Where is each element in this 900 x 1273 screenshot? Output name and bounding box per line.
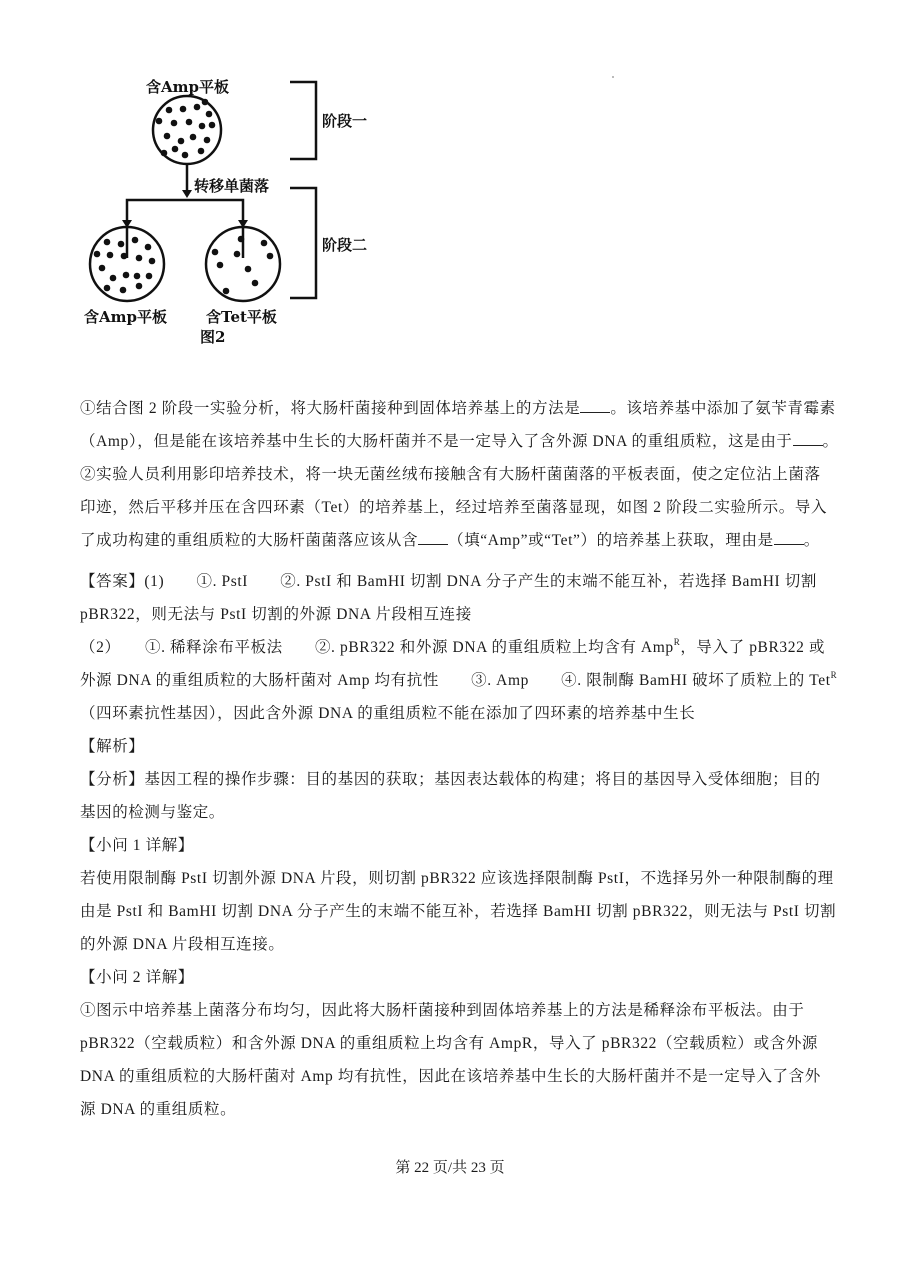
colony-dot bbox=[267, 253, 274, 260]
colony-dot bbox=[164, 133, 171, 140]
branch-lines bbox=[127, 200, 243, 258]
sub1-line1: 若使用限制酶 PstI 切割外源 DNA 片段，则切割 pBR322 应该选择限制酶 PstI，不选择另外一种限制酶的理 bbox=[80, 870, 834, 887]
sub2-line2: pBR322（空载质粒）和含外源 DNA 的重组质粒上均含有 AmpR，导入了 pBR322（空载质粒）或含外源 bbox=[80, 1035, 819, 1052]
sub1-heading: 【小问 1 详解】 bbox=[80, 837, 194, 854]
fenxi-line2: 基因的检测与鉴定。 bbox=[80, 804, 225, 821]
q2-line2: 印迹，然后平移并压在含四环素（Tet）的培养基上，经过培养至菌落显现，如图 2 阶段二实验所示。导入 bbox=[80, 499, 828, 516]
colony-dot bbox=[146, 273, 153, 280]
colony-dot bbox=[136, 255, 143, 262]
colony-dot bbox=[104, 285, 111, 292]
fenxi-line1: 【分析】基因工程的操作步骤：目的基因的获取；基因表达载体的构建；将目的基因导入受体细胞；目的 bbox=[80, 771, 821, 788]
right-plate-label: 含Tet平板 bbox=[206, 308, 277, 326]
transfer-label: 转移单菌落 bbox=[194, 177, 270, 195]
top-plate-colonies bbox=[156, 99, 216, 159]
sub2-heading: 【小问 2 详解】 bbox=[80, 969, 194, 986]
transfer-arrowhead bbox=[182, 190, 192, 198]
colony-dot bbox=[178, 138, 185, 145]
q2-line3: 了成功构建的重组质粒的大肠杆菌菌落应该从含 （填“Amp”或“Tet”）的培养基上获取，理由是 。 bbox=[80, 532, 820, 549]
sub2-line4: 源 DNA 的重组质粒。 bbox=[80, 1101, 237, 1118]
colony-dot bbox=[149, 258, 156, 265]
colony-dot bbox=[209, 122, 216, 129]
figure-2-diagram bbox=[70, 60, 390, 360]
answer-line5: （四环素抗性基因），因此含外源 DNA 的重组质粒不能在添加了四环素的培养基中生长 bbox=[80, 705, 696, 722]
left-plate-label: 含Amp平板 bbox=[84, 308, 167, 326]
colony-dot bbox=[134, 273, 141, 280]
answer-blank bbox=[793, 431, 823, 446]
colony-dot bbox=[245, 266, 252, 273]
answer-blank bbox=[580, 398, 610, 413]
colony-dot bbox=[171, 120, 178, 127]
colony-dot bbox=[223, 288, 230, 295]
q1-line1: ①结合图 2 阶段一实验分析，将大肠杆菌接种到固体培养基上的方法是 。该培养基中添加了氨苄青霉素 bbox=[80, 400, 836, 417]
colony-dot bbox=[182, 152, 189, 159]
page-indicator: 第 22 页/共 23 页 bbox=[395, 1160, 505, 1176]
q2-line1: ②实验人员利用影印培养技术，将一块无菌丝绒布接触含有大肠杆菌菌落的平板表面，使之定位沾上菌落 bbox=[80, 466, 821, 483]
answer-line2: pBR322，则无法与 PstI 切割的外源 DNA 片段相互连接 bbox=[80, 606, 472, 623]
answer-line4: 外源 DNA 的重组质粒的大肠杆菌对 Amp 均有抗性 ③. Amp ④. 限制酶 BamHI 破坏了质粒上的 Tet$^R$ bbox=[80, 670, 838, 689]
colony-dot bbox=[234, 251, 241, 258]
answer-block bbox=[80, 565, 838, 730]
colony-dot bbox=[199, 123, 206, 130]
sub1-line2: 由是 PstI 和 BamHI 切割 DNA 分子产生的末端不能互补，若选择 BamHI 切割 pBR322，则无法与 PstI 切割 bbox=[80, 903, 837, 920]
colony-dot bbox=[172, 146, 179, 153]
colony-dot bbox=[136, 283, 143, 290]
stage2-label: 阶段二 bbox=[322, 236, 368, 254]
top-plate-label: 含Amp平板 bbox=[146, 78, 229, 96]
colony-dot bbox=[118, 241, 125, 248]
colony-dot bbox=[217, 262, 224, 269]
question-block bbox=[80, 392, 839, 557]
stage2-bracket bbox=[290, 188, 316, 298]
colony-dot bbox=[202, 99, 209, 106]
colony-dot bbox=[212, 249, 219, 256]
colony-dot bbox=[123, 272, 130, 279]
colony-dot bbox=[238, 236, 245, 243]
colony-dot bbox=[161, 150, 168, 157]
colony-dot bbox=[156, 118, 163, 125]
answer-line1: 【答案】(1) ①. PstI ②. PstI 和 BamHI 切割 DNA 分子产生的末端不能互补，若选择 BamHI 切割 bbox=[80, 573, 817, 590]
colony-dot bbox=[204, 137, 211, 144]
colony-dot bbox=[120, 287, 127, 294]
colony-dot bbox=[252, 280, 259, 287]
stage1-bracket bbox=[290, 82, 316, 159]
answer-line3: （2） ①. 稀释涂布平板法 ②. pBR322 和外源 DNA 的重组质粒上均含有 Amp$^R$，导入了 pBR322 或 bbox=[80, 637, 826, 656]
analysis-block bbox=[80, 730, 837, 1126]
colony-dot bbox=[107, 252, 114, 259]
colony-dot bbox=[121, 253, 128, 260]
colony-dot bbox=[132, 237, 139, 244]
colony-dot bbox=[261, 240, 268, 247]
answer-blank bbox=[418, 530, 448, 545]
sub1-line3: 的外源 DNA 片段相互连接。 bbox=[80, 936, 285, 953]
colony-dot bbox=[180, 106, 187, 113]
colony-dot bbox=[186, 119, 193, 126]
stage1-label: 阶段一 bbox=[322, 112, 368, 130]
colony-dot bbox=[206, 111, 213, 118]
sub2-line1: ①图示中培养基上菌落分布均匀，因此将大肠杆菌接种到固体培养基上的方法是稀释涂布平板法。由于 bbox=[80, 1002, 805, 1019]
figure-caption: 图2 bbox=[200, 328, 226, 346]
colony-dot bbox=[194, 104, 201, 111]
answer-blank bbox=[774, 530, 804, 545]
colony-dot bbox=[94, 251, 101, 258]
colony-dot bbox=[110, 275, 117, 282]
replica-plating-diagram bbox=[70, 60, 390, 360]
q1-line2: （Amp），但是能在该培养基中生长的大肠杆菌并不是一定导入了含外源 DNA 的重组质粒，这是由于 。 bbox=[80, 433, 839, 450]
colony-dot bbox=[145, 244, 152, 251]
colony-dot bbox=[198, 148, 205, 155]
colony-dot bbox=[104, 239, 111, 246]
scan-speck bbox=[612, 76, 614, 78]
colony-dot bbox=[166, 107, 173, 114]
sub2-line3: DNA 的重组质粒的大肠杆菌对 Amp 均有抗性，因此在该培养基中生长的大肠杆菌并不是一定导入了含外 bbox=[80, 1068, 821, 1085]
colony-dot bbox=[99, 265, 106, 272]
analysis-heading: 【解析】 bbox=[80, 738, 145, 755]
colony-dot bbox=[190, 134, 197, 141]
left-plate-colonies bbox=[94, 237, 156, 294]
